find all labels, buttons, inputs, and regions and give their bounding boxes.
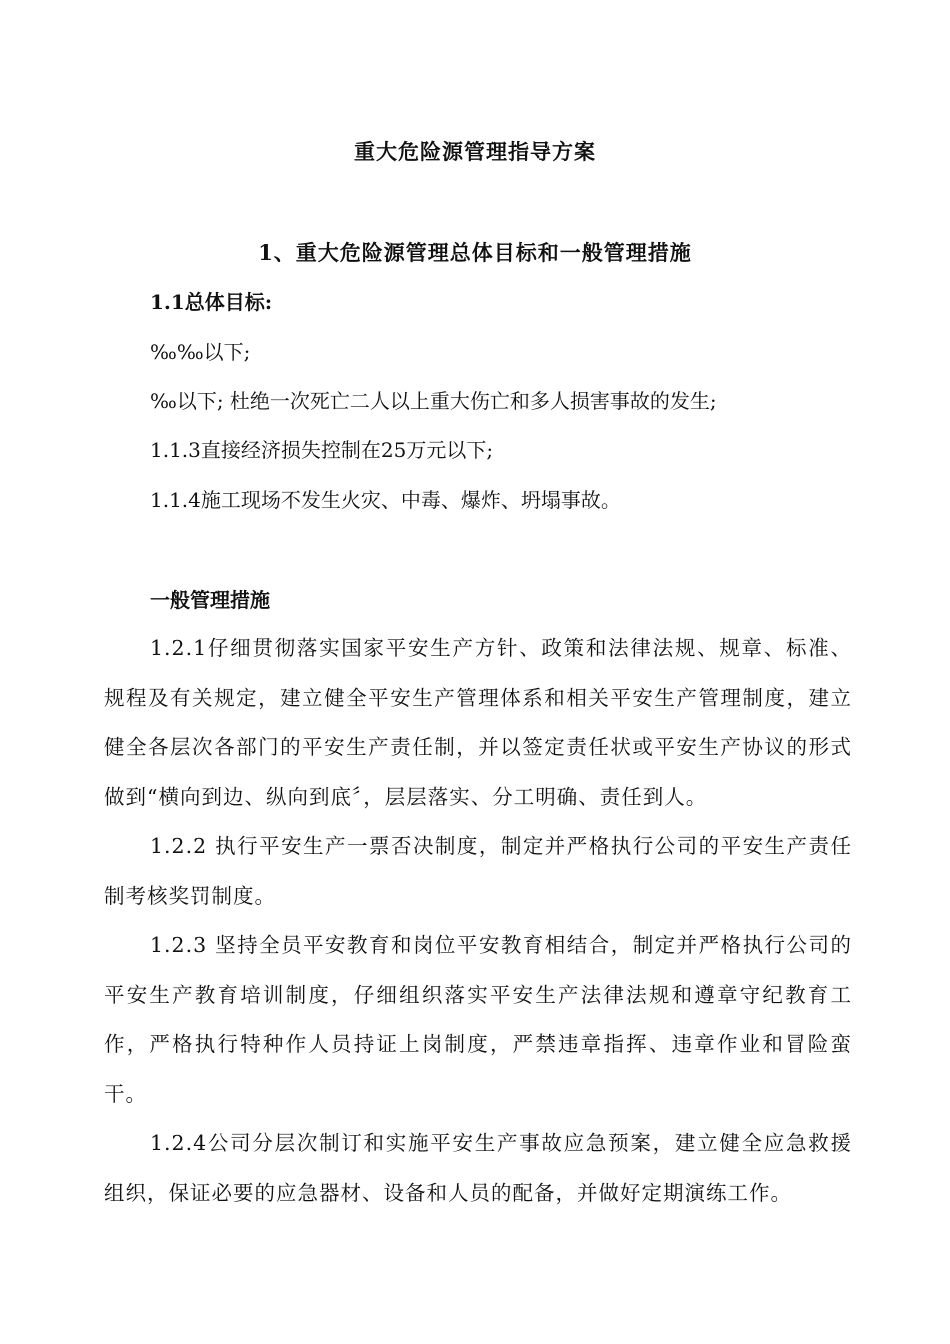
goals-heading: 1.1总体目标: bbox=[150, 290, 273, 314]
measure-paragraph: 1.2.2 执行平安生产一票否决制度，制定并严格执行公司的平安生产责任制考核奖罚制度。 bbox=[104, 834, 852, 908]
measures-heading: 一般管理措施 bbox=[150, 588, 270, 612]
measure-paragraph: 1.2.1仔细贯彻落实国家平安生产方针、政策和法律法规、规章、标准、规程及有关规定，建立健全平安生产管理体系和相关平安生产管理制度，建立健全各层次各部门的平安生产责任制，并以签定责任状或平安生产协议的形式做到“横向到边、纵向到底〞，层层落实、分工明确、责任到人。 bbox=[104, 636, 852, 809]
section-1-title: 1、重大危险源管理总体目标和一般管理措施 bbox=[258, 240, 692, 265]
goal-item: ‰以下; 杜绝一次死亡二人以上重大伤亡和多人损害事故的发生; bbox=[150, 389, 717, 413]
goal-item: ‰‰以下; bbox=[150, 340, 251, 364]
goal-item: 1.1.4施工现场不发生火灾、中毒、爆炸、坍塌事故。 bbox=[150, 488, 621, 512]
measure-paragraph: 1.2.4公司分层次制订和实施平安生产事故应急预案，建立健全应急救援组织，保证必要的应急器材、设备和人员的配备，并做好定期演练工作。 bbox=[104, 1131, 852, 1205]
document-title: 重大危险源管理指导方案 bbox=[354, 139, 596, 164]
goal-item: 1.1.3直接经济损失控制在25万元以下; bbox=[150, 438, 494, 462]
measure-paragraph: 1.2.3 坚持全员平安教育和岗位平安教育相结合，制定并严格执行公司的平安生产教育培训制度，仔细组织落实平安生产法律法规和遵章守纪教育工作，严格执行特种作人员持证上岗制度，严禁违章指挥、违章作业和冒险蛮干。 bbox=[104, 933, 852, 1106]
